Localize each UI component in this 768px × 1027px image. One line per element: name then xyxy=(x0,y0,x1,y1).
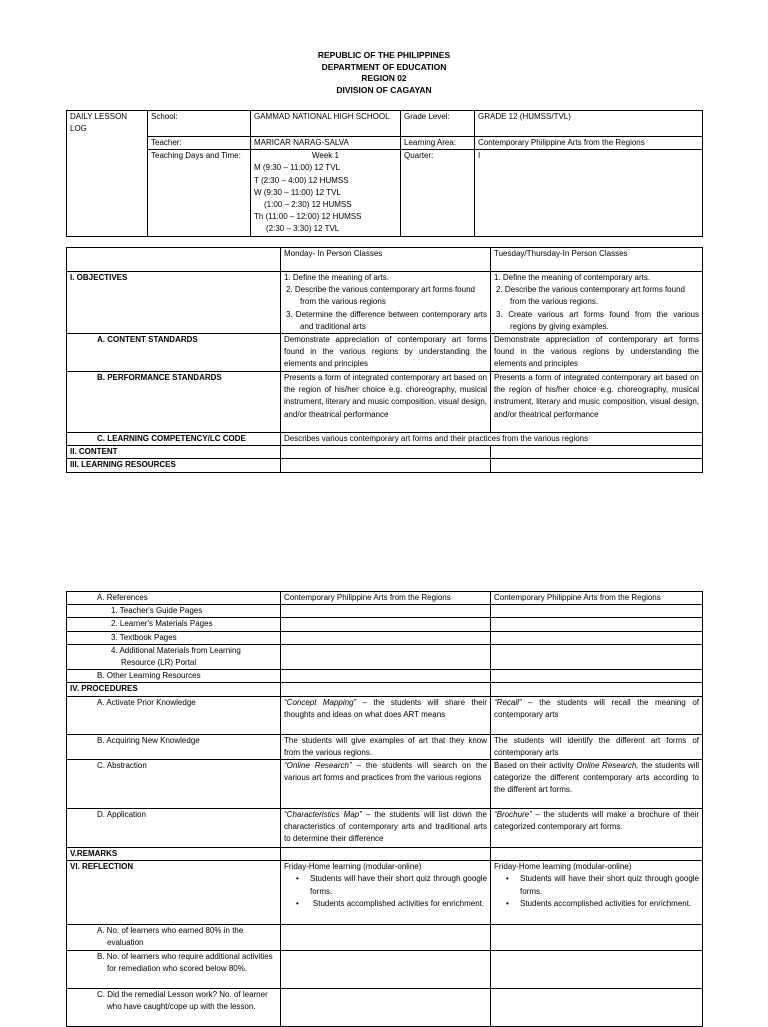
additional-materials-label xyxy=(67,644,281,669)
empty-cell xyxy=(281,925,491,950)
bullet-text: Students accomplished activities for enrichment. xyxy=(312,898,485,908)
empty-header-cell xyxy=(67,248,281,272)
area-label: Learning Area: xyxy=(401,137,475,150)
bullet-icon: • xyxy=(296,874,299,884)
application-text: – the students will list down the characteristics of contemporary arts and traditional arts to determine their difference xyxy=(284,810,487,844)
schedule-line: Th (11:00 – 12:00) 12 HUMSS xyxy=(254,212,362,222)
objective-item: 2. Describe the various contemporary art forms found from the various regions xyxy=(286,285,475,307)
activate-text: – the students will recall the meaning of contemporary arts xyxy=(494,697,699,719)
brochure-title: “Brochure” xyxy=(494,810,532,820)
objective-item: 3. Create various art forms found from the various regions by giving examples. xyxy=(496,309,699,331)
reflection-bullet xyxy=(284,873,487,897)
empty-cell xyxy=(281,631,491,644)
tuethu-objectives xyxy=(491,272,703,334)
tuethu-activate xyxy=(491,696,703,734)
procedures-label: IV. PROCEDURES xyxy=(67,683,281,696)
question-a-text: A. No. of learners who earned 80% in the evaluation xyxy=(97,926,244,948)
monday-application xyxy=(281,809,491,848)
empty-cell xyxy=(491,459,703,472)
question-c-label xyxy=(67,988,281,1026)
monday-activate xyxy=(281,696,491,734)
empty-cell xyxy=(491,950,703,988)
application-text: – the students will make a brochure of their categorized contemporary art forms. xyxy=(494,810,699,832)
empty-cell xyxy=(491,848,703,861)
bullet-text: Students accomplished activities for enrichment. xyxy=(520,898,692,908)
empty-cell xyxy=(281,988,491,1026)
lesson-plan-table-1 xyxy=(66,247,703,473)
activate-text: – the students will share their thoughts and ideas on what does ART means xyxy=(284,697,487,719)
monday-references: Contemporary Philippine Arts from the Regions xyxy=(281,592,491,605)
activate-knowledge-label: A. Activate Prior Knowledge xyxy=(67,696,281,734)
textbook-pages-label: 3. Textbook Pages xyxy=(67,631,281,644)
objective-item: 1. Define the meaning of arts. xyxy=(284,273,389,282)
tuethu-column-header: Tuesday/Thursday-In Person Classes xyxy=(491,248,703,272)
objectives-label: I. OBJECTIVES xyxy=(67,272,281,334)
characteristics-map-title: “Characteristics Map” xyxy=(284,810,362,820)
question-b-text: B. No. of learners who require additional activities for remediation who scored below 80%. xyxy=(97,951,273,973)
empty-cell xyxy=(281,459,491,472)
bullet-icon: • xyxy=(506,874,509,884)
header-department: DEPARTMENT OF EDUCATION xyxy=(321,61,447,72)
quarter-label: Quarter: xyxy=(401,150,475,236)
objective-item: 3. Determine the difference between contemporary arts and traditional arts xyxy=(286,309,487,331)
additional-materials-text: 4. Additional Materials from Learning Resource (LR) Portal xyxy=(111,645,241,668)
schedule-cell xyxy=(251,150,401,236)
bullet-icon: • xyxy=(296,898,299,908)
lesson-plan-table-2 xyxy=(66,591,703,1027)
schedule-line: M (9:30 – 11:00) 12 TVL xyxy=(254,163,340,173)
header-republic: REPUBLIC OF THE PHILIPPINES xyxy=(317,50,451,60)
content-standards-label: A. CONTENT STANDARDS xyxy=(67,334,281,372)
online-research-title: “Online Research” xyxy=(284,761,352,771)
learning-competency-label: C. LEARNING COMPETENCY/LC CODE xyxy=(67,433,281,446)
tuethu-acquire: The students will identify the different art forms of contemporary arts xyxy=(491,734,703,759)
header-region: REGION 02 xyxy=(361,73,407,83)
learning-competency-value: Describes various contemporary art forms and their practices from the various regions xyxy=(281,433,703,446)
empty-cell xyxy=(491,446,703,459)
monday-content-standards: Demonstrate appreciation of contemporary art forms found in the various regions by understanding the elements and principles xyxy=(281,334,491,372)
friday-title: Friday-Home learning (modular-online) xyxy=(494,862,632,872)
other-resources-label: B. Other Learning Resources xyxy=(67,670,281,683)
header-division: DIVISION OF CAGAYAN xyxy=(336,84,432,95)
online-research-ref: Online Research, xyxy=(576,761,639,771)
bullet-icon: • xyxy=(506,898,509,908)
empty-cell xyxy=(281,605,491,618)
monday-reflection xyxy=(281,861,491,925)
teaching-days-label: Teaching Days and Time: xyxy=(148,150,251,236)
bullet-text: Students will have their short quiz through google forms. xyxy=(520,874,699,896)
schedule-line: W (9:30 – 11:00) 12 TVL xyxy=(254,187,341,197)
daily-lesson-log-title: DAILY LESSON LOG xyxy=(67,111,148,237)
objective-item: 1. Define the meaning of contemporary arts. xyxy=(494,273,651,282)
grade-label: Grade Level: xyxy=(401,111,475,137)
empty-cell xyxy=(491,670,703,683)
acquiring-knowledge-label: B. Acquiring New Knowledge xyxy=(67,734,281,759)
empty-cell xyxy=(281,670,491,683)
empty-cell xyxy=(281,683,491,696)
question-a-label xyxy=(67,925,281,950)
abstraction-text: the students will categorize the different contemporary arts according to the different art forms. xyxy=(494,761,700,795)
content-label: II. CONTENT xyxy=(67,446,281,459)
empty-cell xyxy=(491,988,703,1026)
reflection-bullet xyxy=(494,873,699,897)
empty-cell xyxy=(281,644,491,669)
recall-title: “Recall” xyxy=(494,697,522,707)
empty-cell xyxy=(491,618,703,631)
empty-cell xyxy=(491,644,703,669)
question-c-text: C. Did the remedial Lesson work? No. of learner who have caught/cope up with the lesson. xyxy=(97,989,268,1011)
tuethu-application xyxy=(491,809,703,848)
abstraction-text: – the students will search on the various art forms and practices from the various regions xyxy=(284,761,487,783)
document-header xyxy=(0,50,768,96)
tuethu-reflection xyxy=(491,861,703,925)
question-b-label xyxy=(67,950,281,988)
lesson-info-table xyxy=(66,110,703,237)
teachers-guide-label: 1. Teacher's Guide Pages xyxy=(67,605,281,618)
school-value: GAMMAD NATIONAL HIGH SCHOOL xyxy=(251,111,401,137)
abstraction-label: C. Abstraction xyxy=(67,760,281,809)
remarks-label: V.REMARKS xyxy=(67,848,281,861)
reflection-bullet xyxy=(284,898,487,910)
schedule-line: (2:30 – 3:30) 12 TVL xyxy=(266,224,340,234)
monday-acquire: The students will give examples of art that they know from the various regions. xyxy=(281,734,491,759)
bullet-text: Students will have their short quiz through google forms. xyxy=(310,874,487,896)
empty-cell xyxy=(281,446,491,459)
reflection-bullet xyxy=(494,898,699,910)
objective-item: 2. Describe the various contemporary art forms found from the various regions. xyxy=(496,285,685,307)
empty-cell xyxy=(491,683,703,696)
monday-performance-standards: Presents a form of integrated contemporary art based on the region of his/her choice e.g. choreography, musical instrument, literary and music composition, visual design, and/or theatrical performance xyxy=(281,372,491,433)
tuethu-abstraction xyxy=(491,760,703,809)
concept-mapping-title: “Concept Mapping” xyxy=(284,697,357,707)
references-label: A. References xyxy=(67,592,281,605)
empty-cell xyxy=(491,605,703,618)
grade-value: GRADE 12 (HUMSS/TVL) xyxy=(475,111,703,137)
tuethu-references: Contemporary Philippine Arts from the Regions xyxy=(491,592,703,605)
monday-column-header: Monday- In Person Classes xyxy=(281,248,491,272)
school-label: School: xyxy=(148,111,251,137)
quarter-value: I xyxy=(475,150,703,236)
tuethu-content-standards: Demonstrate appreciation of contemporary art forms found in the various regions by understanding the elements and principles xyxy=(491,334,703,372)
empty-cell xyxy=(491,925,703,950)
performance-standards-label: B. PERFORMANCE STANDARDS xyxy=(67,372,281,433)
learning-resources-label: III. LEARNING RESOURCES xyxy=(67,459,281,472)
monday-abstraction xyxy=(281,760,491,809)
empty-cell xyxy=(281,618,491,631)
empty-cell xyxy=(491,631,703,644)
abstraction-prefix: Based on their activity xyxy=(494,761,577,771)
schedule-line: T (2:30 – 4:00) 12 HUMSS xyxy=(254,175,349,185)
teacher-value: MARICAR NARAG-SALVA xyxy=(251,137,401,150)
empty-cell xyxy=(281,848,491,861)
empty-cell xyxy=(281,950,491,988)
friday-title: Friday-Home learning (modular-online) xyxy=(284,862,422,872)
tuethu-performance-standards: Presents a form of integrated contemporary art based on the region of his/her choice e.g. choreography, musical instrument, literary and music composition, visual design, and/or theatrical performance xyxy=(491,372,703,433)
teacher-label: Teacher: xyxy=(148,137,251,150)
application-label: D. Application xyxy=(67,809,281,848)
schedule-line: (1:00 – 2:30) 12 HUMSS xyxy=(264,200,352,210)
area-value: Contemporary Philippine Arts from the Regions xyxy=(475,137,703,150)
learners-materials-label: 2. Learner's Materials Pages xyxy=(67,618,281,631)
reflection-label: VI. REFLECTION xyxy=(67,861,281,925)
monday-objectives xyxy=(281,272,491,334)
week-label: Week 1 xyxy=(312,151,339,161)
